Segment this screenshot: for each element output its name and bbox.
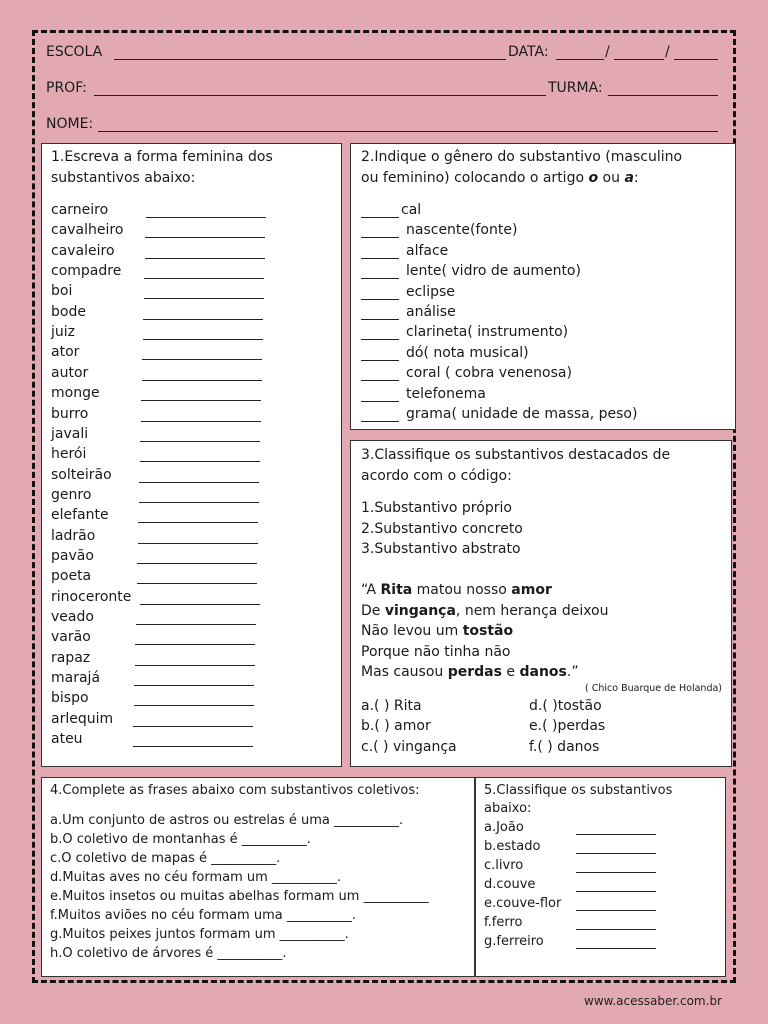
q1-word: carneiro (51, 202, 109, 218)
q1-word: burro (51, 405, 89, 422)
q1-answer-line[interactable] (133, 746, 253, 747)
q4-title: 4.Complete as frases abaixo com substantivos coletivos: (50, 783, 420, 798)
poem-credit: ( Chico Buarque de Holanda) (585, 683, 722, 694)
q3-option-e[interactable]: e.( )perdas (529, 718, 606, 734)
q2-noun: clarineta( instrumento) (406, 324, 569, 341)
q3-option-f[interactable]: f.( ) danos (529, 739, 600, 755)
q1-answer-line[interactable] (138, 543, 258, 544)
q1-word: varão (51, 629, 91, 646)
q2-article-blank[interactable] (361, 339, 399, 340)
q2-article-blank[interactable] (361, 401, 399, 402)
q1-title-2: substantivos abaixo: (51, 170, 196, 186)
q5-answer-line[interactable] (576, 853, 656, 854)
q5-answer-line[interactable] (576, 834, 656, 835)
q1-word: bispo (51, 690, 89, 707)
q5-item: c.livro (484, 858, 524, 873)
q1-title-1: 1.Escreva a forma feminina dos (51, 149, 273, 165)
q1-answer-line[interactable] (141, 421, 261, 422)
q5-answer-line[interactable] (576, 948, 656, 949)
q5-title-1: 5.Classifique os substantivos (484, 783, 673, 798)
q4-item: g.Muitos peixes juntos formam um __________. (50, 927, 349, 942)
q2-noun: alface (406, 242, 449, 259)
question-3-box (350, 440, 732, 767)
q1-answer-line[interactable] (137, 563, 257, 564)
q1-word: bode (51, 303, 86, 320)
poem-line-1: “A Rita matou nosso amor (361, 582, 552, 598)
q3-option-b[interactable]: b.( ) amor (361, 718, 431, 734)
data-day-field[interactable] (556, 59, 604, 60)
q2-title-1: 2.Indique o gênero do substantivo (masculino (361, 149, 683, 165)
q1-answer-line[interactable] (142, 380, 262, 381)
q2-noun: eclipse (406, 283, 455, 300)
q1-answer-line[interactable] (140, 604, 260, 605)
q3-title-2: acordo com o código: (361, 468, 512, 484)
q1-answer-line[interactable] (144, 278, 264, 279)
q1-word: cavaleiro (51, 242, 115, 259)
q1-answer-line[interactable] (144, 298, 264, 299)
q2-noun: coral ( cobra venenosa) (406, 365, 572, 382)
q1-word: autor (51, 364, 89, 381)
data-slash-2: / (665, 44, 670, 60)
prof-label: PROF: (46, 80, 87, 96)
q1-answer-line[interactable] (139, 482, 259, 483)
question-4-box (41, 777, 475, 977)
q4-item: b.O coletivo de montanhas é __________. (50, 832, 311, 847)
q5-answer-line[interactable] (576, 929, 656, 930)
q5-answer-line[interactable] (576, 891, 656, 892)
q2-title-2: ou feminino) colocando o artigo o ou a: (361, 170, 639, 186)
q1-word: ator (51, 344, 80, 361)
q1-word: monge (51, 385, 100, 402)
q2-noun: dó( nota musical) (406, 344, 529, 361)
q4-item: c.O coletivo de mapas é __________. (50, 851, 281, 866)
q1-answer-line[interactable] (140, 461, 260, 462)
q1-word: cavalheiro (51, 222, 124, 239)
q2-noun: grama( unidade de massa, peso) (406, 406, 638, 422)
q2-article-blank[interactable] (361, 299, 399, 300)
q4-item: e.Muitos insetos ou muitas abelhas formam um __________ (50, 889, 429, 904)
poem-line-3: Não levou um tostão (361, 623, 514, 639)
turma-label: TURMA: (548, 80, 603, 96)
q1-answer-line[interactable] (143, 319, 263, 320)
turma-field[interactable] (608, 95, 718, 96)
q1-answer-line[interactable] (137, 583, 257, 584)
data-label: DATA: (508, 44, 549, 60)
q1-word: ateu (51, 731, 83, 748)
escola-label: ESCOLA (46, 44, 103, 60)
prof-field[interactable] (94, 95, 546, 96)
question-1-box (41, 143, 342, 767)
q1-word: herói (51, 446, 87, 463)
q1-answer-line[interactable] (134, 685, 254, 686)
q1-word: poeta (51, 568, 92, 585)
q1-answer-line[interactable] (139, 502, 259, 503)
q1-word: solteirão (51, 466, 112, 483)
q2-article-blank[interactable] (361, 360, 399, 361)
q1-word: rinoceronte (51, 588, 132, 605)
q1-answer-line[interactable] (143, 339, 263, 340)
q5-answer-line[interactable] (576, 872, 656, 873)
q2-article-blank[interactable] (361, 319, 399, 320)
q5-item: b.estado (484, 839, 541, 854)
q2-article-blank[interactable] (361, 217, 399, 218)
q1-word: marajá (51, 670, 101, 687)
question-2-box (350, 143, 736, 430)
q2-article-blank[interactable] (361, 421, 399, 422)
q3-code-3: 3.Substantivo abstrato (361, 541, 521, 557)
q3-title-1: 3.Classifique os substantivos destacados de (361, 447, 671, 463)
q2-noun: nascente(fonte) (406, 222, 518, 239)
q2-article-blank[interactable] (361, 278, 399, 279)
q3-code-2: 2.Substantivo concreto (361, 521, 523, 537)
nome-label: NOME: (46, 116, 94, 132)
q3-option-a[interactable]: a.( ) Rita (361, 698, 422, 714)
q3-option-c[interactable]: c.( ) vingança (361, 739, 457, 755)
q3-option-d[interactable]: d.( )tostão (529, 698, 602, 714)
q5-item: e.couve-flor (484, 896, 562, 911)
q5-answer-line[interactable] (576, 910, 656, 911)
q1-word: genro (51, 486, 92, 503)
q4-item: a.Um conjunto de astros ou estrelas é uma __________. (50, 813, 404, 828)
poem-line-5: Mas causou perdas e danos.” (361, 664, 579, 680)
nome-field[interactable] (98, 131, 718, 132)
escola-row (46, 44, 102, 60)
q5-title-2: abaixo: (484, 801, 532, 816)
q1-word: ladrão (51, 527, 96, 544)
q1-answer-line[interactable] (142, 359, 262, 360)
q1-word: javali (51, 425, 89, 442)
question-5-box (475, 777, 726, 977)
q2-noun: cal (401, 202, 422, 218)
q2-article-blank[interactable] (361, 380, 399, 381)
q5-item: a.João (484, 820, 524, 835)
q1-answer-line[interactable] (133, 726, 253, 727)
poem-line-4: Porque não tinha não (361, 644, 511, 660)
q2-noun: análise (406, 304, 456, 320)
q5-item: d.couve (484, 877, 536, 892)
q1-answer-line[interactable] (145, 237, 265, 238)
q1-answer-line[interactable] (138, 522, 258, 523)
site-url[interactable]: www.acessaber.com.br (584, 994, 722, 1008)
q1-word: pavão (51, 547, 94, 564)
q1-word: veado (51, 609, 94, 625)
q2-noun: lente( vidro de aumento) (406, 263, 581, 280)
q2-noun: telefonema (406, 385, 486, 402)
q1-word: boi (51, 283, 73, 300)
q1-answer-line[interactable] (140, 441, 260, 442)
q1-answer-line[interactable] (141, 400, 261, 401)
q4-item: f.Muitos aviões no céu formam uma __________. (50, 908, 356, 923)
q2-article-blank[interactable] (361, 258, 399, 259)
q1-answer-line[interactable] (146, 217, 266, 218)
q4-item: d.Muitas aves no céu formam um __________. (50, 870, 342, 885)
data-year-field[interactable] (674, 59, 718, 60)
poem-line-2: De vingança, nem herança deixou (361, 603, 609, 619)
escola-field[interactable] (114, 59, 506, 60)
q1-answer-line[interactable] (135, 665, 255, 666)
q1-word: juiz (51, 324, 76, 341)
q5-item: g.ferreiro (484, 934, 544, 949)
q1-word: arlequim (51, 710, 114, 727)
q5-item: f.ferro (484, 915, 523, 930)
q1-answer-line[interactable] (136, 624, 256, 625)
q3-code-1: 1.Substantivo próprio (361, 500, 512, 516)
data-month-field[interactable] (614, 59, 664, 60)
q2-article-blank[interactable] (361, 237, 399, 238)
q1-word: elefante (51, 507, 109, 524)
q1-answer-line[interactable] (145, 258, 265, 259)
data-slash-1: / (605, 44, 610, 60)
q1-answer-line[interactable] (135, 644, 255, 645)
q1-answer-line[interactable] (134, 705, 254, 706)
q1-word: rapaz (51, 649, 91, 666)
q1-word: compadre (51, 263, 122, 280)
q4-item: h.O coletivo de árvores é __________. (50, 946, 287, 961)
